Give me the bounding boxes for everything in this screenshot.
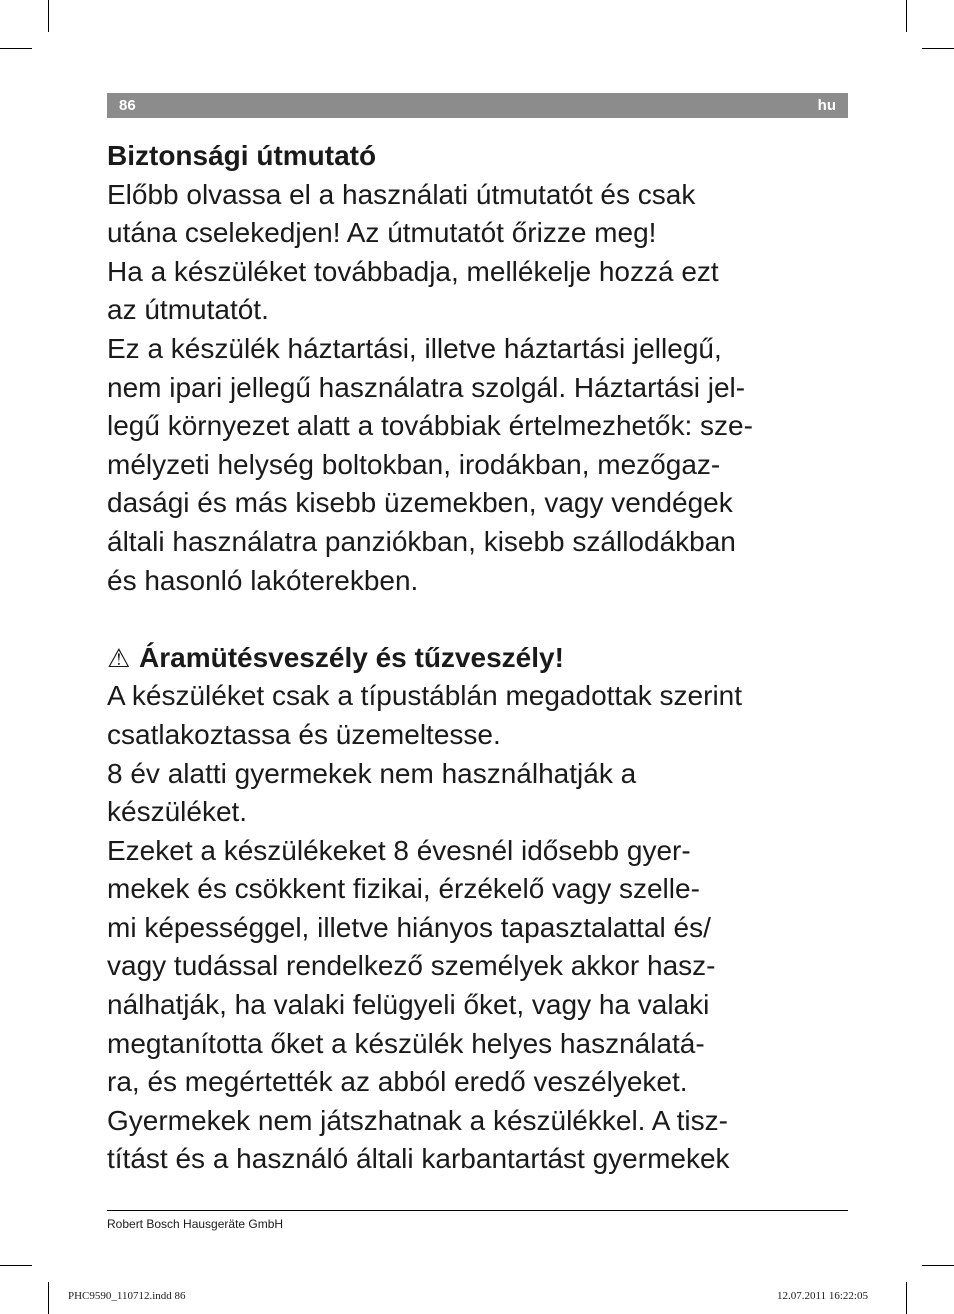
text-line: csatlakoztassa és üzemeltesse. (107, 718, 501, 750)
crop-mark (922, 1265, 954, 1266)
crop-mark (922, 48, 954, 49)
crop-mark (0, 1265, 32, 1266)
language-code: hu (817, 97, 836, 114)
footer-company: Robert Bosch Hausgeräte GmbH (107, 1217, 284, 1231)
text-line: vagy tudással rendelkező személyek akkor hasz- (107, 950, 716, 982)
text-line: nálhatják, ha valaki felügyeli őket, vagy ha valaki (107, 989, 710, 1021)
text-line: dasági és más kisebb üzemekben, vagy vendégek (107, 487, 733, 519)
footer-rule (107, 1210, 848, 1211)
text-line: nem ipari jellegű használatra szolgál. Háztartási jel- (107, 371, 746, 403)
paragraph-gap (107, 600, 852, 639)
page-header-bar (107, 93, 848, 118)
text-line: Ezeket a készülékeket 8 évesnél idősebb gyer- (107, 834, 691, 866)
text-line: ra, és megértették az abból eredő veszélyeket. (107, 1066, 688, 1098)
text-line: mi képességgel, illetve hiányos tapasztalattal és/ (107, 911, 711, 943)
text-line: mekek és csökkent fizikai, érzékelő vagy szelle- (107, 873, 700, 905)
section-title: Biztonsági útmutató (107, 140, 377, 171)
text-line: títást és a használó általi karbantartást gyermekek (107, 1143, 730, 1175)
text-line: Ha a készüléket továbbadja, mellékelje hozzá ezt (107, 255, 719, 287)
crop-mark (48, 1282, 49, 1314)
crop-mark (48, 0, 49, 32)
crop-mark (0, 48, 32, 49)
page-content (107, 137, 852, 1179)
warning-heading (107, 639, 852, 678)
warning-title: Áramütésveszély és tűzveszély! (139, 641, 564, 673)
warning-triangle-icon: ⚠ (107, 642, 131, 673)
text-line: utána cselekedjen! Az útmutatót őrizze meg! (107, 217, 657, 249)
text-line: és hasonló lakóterekben. (107, 564, 419, 596)
text-line: Gyermekek nem játszhatnak a készülékkel. A tisz- (107, 1104, 728, 1136)
text-line: általi használatra panziókban, kisebb szállodákban (107, 525, 736, 557)
text-line: készüléket. (107, 796, 248, 828)
text-line: Előbb olvassa el a használati útmutatót és csak (107, 178, 696, 210)
print-slug-file: PHC9590_110712.indd 86 (68, 1290, 186, 1302)
text-line: megtanította őket a készülék helyes használatá- (107, 1027, 705, 1059)
text-line: A készüléket csak a típustáblán megadottak szerint (107, 680, 743, 712)
text-line: 8 év alatti gyermekek nem használhatják a (107, 757, 637, 789)
crop-mark (906, 0, 907, 32)
page-number: 86 (119, 97, 136, 114)
text-line: Ez a készülék háztartási, illetve háztartási jellegű, (107, 332, 722, 364)
text-line: az útmutatót. (107, 294, 269, 326)
text-line: legű környezet alatt a továbbiak értelmezhetők: sze- (107, 410, 753, 442)
print-slug-datetime: 12.07.2011 16:22:05 (777, 1290, 868, 1302)
text-line: mélyzeti helység boltokban, irodákban, mezőgaz- (107, 448, 721, 480)
crop-mark (906, 1282, 907, 1314)
